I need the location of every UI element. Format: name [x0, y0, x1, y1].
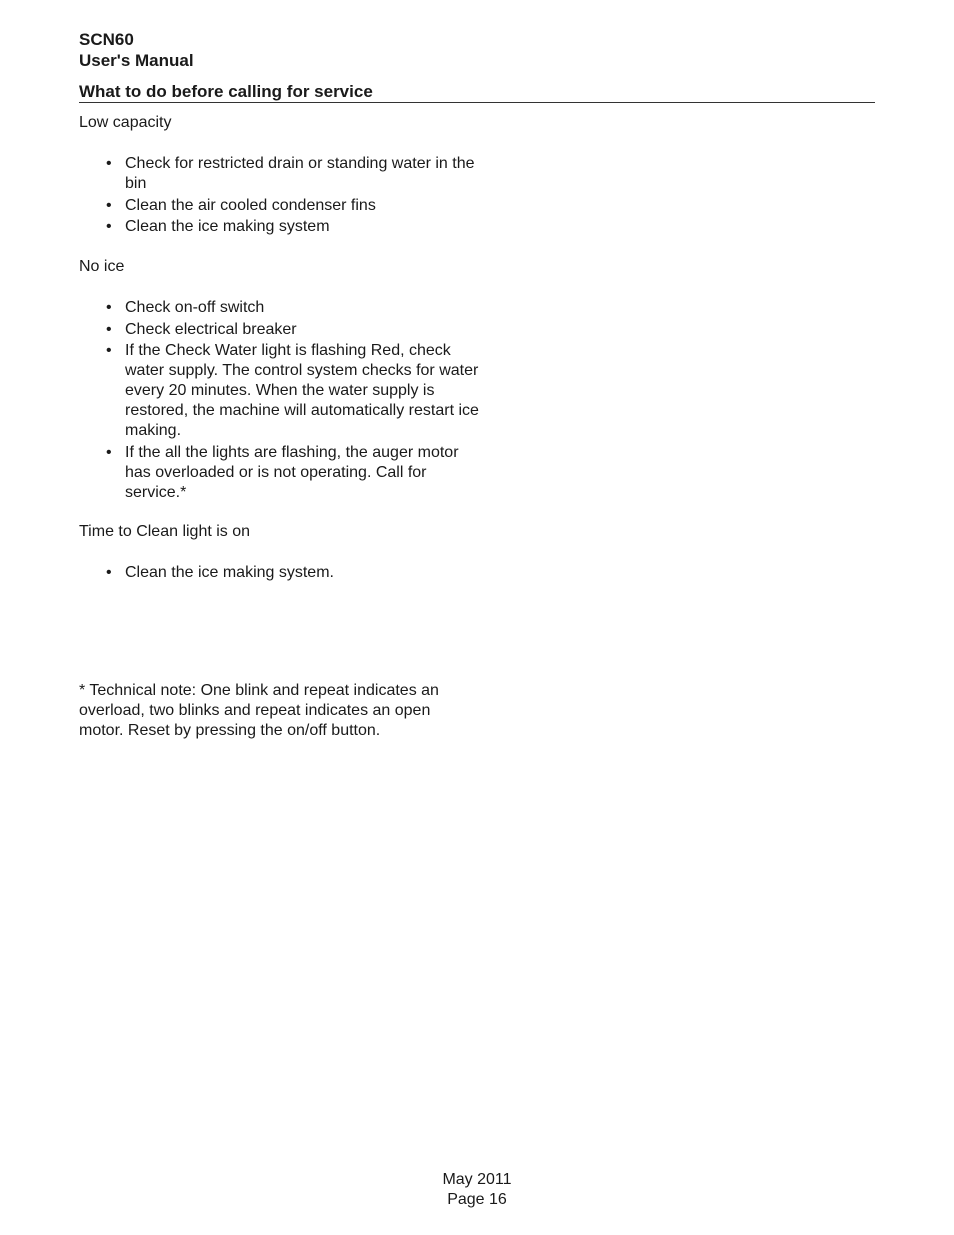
list-item-text: Check for restricted drain or standing water in the bin [125, 155, 475, 192]
list-item [79, 154, 479, 194]
bullet-icon: • [106, 299, 112, 316]
bullet-icon: • [106, 155, 112, 172]
topic-time-to-clean: Time to Clean light is on [79, 522, 251, 540]
list-item-text: Clean the ice making system. [125, 563, 334, 581]
topic-low-capacity: Low capacity [79, 114, 172, 131]
bullet-icon: • [106, 443, 112, 461]
bullet-icon: • [106, 218, 112, 235]
list-item [79, 320, 479, 340]
technical-note: * Technical note: One blink and repeat indicates an overload, two blinks and repeat indicates an open motor. Reset by pressing the on/off button. [79, 681, 439, 739]
list-item-text: If the Check Water light is flashing Red, check water supply. The control system checks for water every 20 minutes. When the water supply is restored, the machine will automatically restart ice making. [125, 342, 479, 439]
model-title: SCN60 [79, 30, 134, 49]
low-capacity-list [79, 154, 479, 237]
manual-title: User's Manual [79, 51, 194, 70]
list-item-text: If the all the lights are flashing, the auger motor has overloaded or is not operating. Call for service.* [125, 443, 459, 501]
list-item-text: Check electrical breaker [125, 320, 297, 338]
list-item [79, 443, 479, 503]
bullet-icon: • [106, 563, 112, 581]
page-number: Page 16 [447, 1191, 507, 1208]
footer-date: May 2011 [442, 1171, 512, 1188]
list-item [79, 217, 479, 237]
list-item [79, 563, 479, 583]
list-item [79, 196, 479, 216]
bullet-icon: • [106, 320, 112, 338]
topic-no-ice: No ice [79, 258, 125, 275]
section-heading: What to do before calling for service [79, 82, 875, 103]
no-ice-list [79, 298, 479, 503]
list-item [79, 341, 479, 441]
list-item [79, 298, 479, 318]
list-item-text: Check on-off switch [125, 299, 265, 316]
page-footer [0, 1170, 954, 1210]
document-page [79, 29, 875, 741]
time-to-clean-list [79, 563, 479, 583]
bullet-icon: • [106, 342, 112, 359]
bullet-icon: • [106, 196, 112, 214]
list-item-text: Clean the ice making system [125, 218, 330, 235]
list-item-text: Clean the air cooled condenser fins [125, 196, 376, 214]
